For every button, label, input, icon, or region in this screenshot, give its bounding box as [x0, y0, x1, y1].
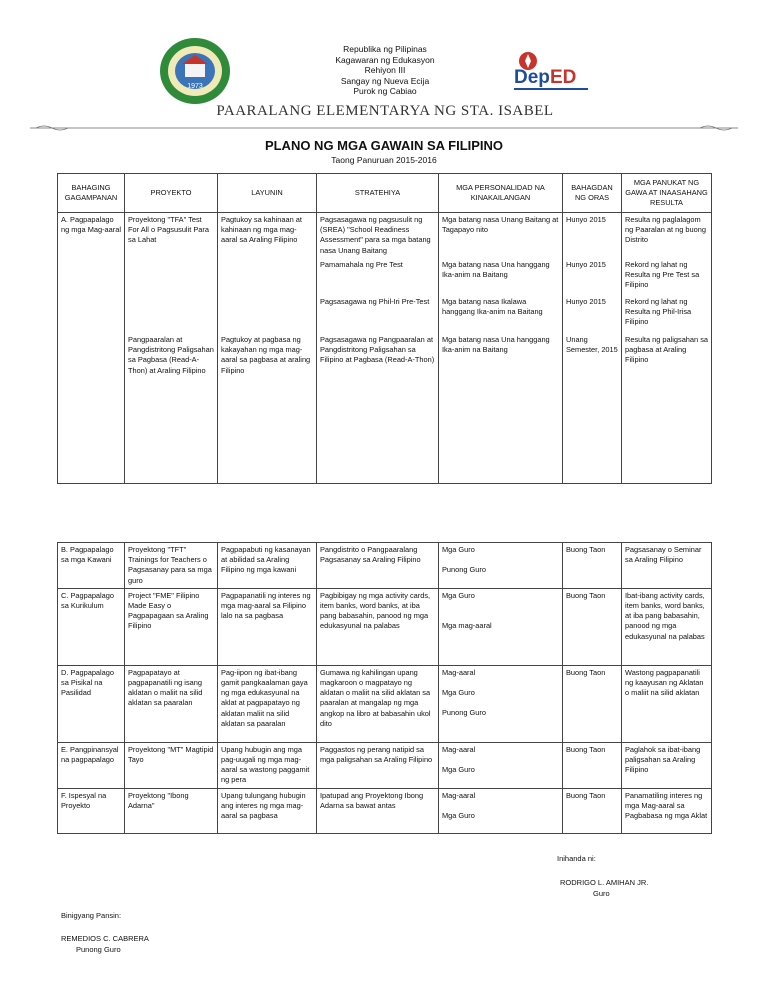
column-header: MGA PERSONALIDAD NA KINAKAILANGAN	[439, 174, 563, 213]
table-row	[58, 213, 712, 484]
goal-cell: Pag-iipon ng ibat-ibang gamit pangkaalaman gaya ng mga edukasyunal na aklat at pagpapatayo ng aklatan maliit na silid aklatan sa paaralan	[218, 665, 317, 742]
personnel-text: Punong Guro	[442, 565, 486, 575]
result-cell: Paglahok sa ibat-ibang paligsahan sa Araling Filipino	[622, 742, 712, 788]
project-cell: Proyektong "TFT" Trainings for Teachers o Pagsasanay para sa mga guro	[125, 543, 218, 589]
personnel-text: Mga Guro	[442, 590, 475, 600]
table-row	[58, 588, 712, 665]
time-cell	[563, 213, 622, 484]
goal-cell: Upang tulungang hubugin ang interes ng mga mag-aaral sa pagbasa	[218, 788, 317, 833]
personnel-text: Mga Guro	[442, 765, 475, 775]
table-row	[58, 665, 712, 742]
result-cell: Ibat-ibang activity cards, item banks, word banks, at iba pang babasahin, panood ng mga edukasyunal na palabas	[622, 588, 712, 665]
header-line: Republika ng Pilipinas	[343, 44, 427, 54]
personnel-cell	[439, 588, 563, 665]
time-cell: Buong Taon	[563, 588, 622, 665]
deped-logo	[512, 50, 590, 96]
personnel-text: Mga batang nasa Unang Baitang at Tagapayo nito	[442, 215, 559, 235]
column-header: STRATEHIYA	[317, 174, 439, 213]
project-cell: Proyektong "Ibong Adarna"	[125, 788, 218, 833]
result-cell: Pagsasanay o Seminar sa Araling Filipino	[622, 543, 712, 589]
government-header	[280, 44, 490, 97]
result-cell	[622, 213, 712, 484]
prepared-by-title: Guro	[593, 889, 610, 898]
strategy-text: Pagsasagawa ng Phil-Iri Pre-Test	[320, 297, 430, 306]
project-cell: Pagpapatayo at pagpapanatili ng isang aklatan o maliit na silid aklatan sa paaralan	[125, 665, 218, 742]
area-cell: D. Pagpapalago sa Pisikal na Pasilidad	[58, 665, 125, 742]
goal-cell: Pagpapabuti ng kasanayan at abilidad sa Araling Filipino ng mga kawani	[218, 543, 317, 589]
strategy-text: Pagsasagawa ng Pangpaaralan at Pangdistritong Paligsahan sa Filipino at Pagbasa (Read-A-Thon)	[320, 335, 435, 365]
strategy-cell	[317, 213, 439, 484]
noted-by-label: Binigyang Pansin:	[61, 911, 122, 920]
school-year: Taong Panuruan 2015-2016	[331, 155, 437, 165]
personnel-text: Mga Guro	[442, 688, 475, 698]
project-text: Proyektong "TFA" Test For All o Pagsusulit Para sa Lahat	[128, 215, 209, 245]
table-row	[58, 788, 712, 833]
goal-cell: Pagpapanatili ng interes ng mga mag-aaral sa Filipino lalo na sa pagbasa	[218, 588, 317, 665]
school-seal-logo	[158, 36, 232, 106]
strategy-cell: Gumawa ng kahilingan upang magkaroon o magpatayo ng aklatan o maliit na silid aklatan sa paaralan at mangalap ng mga angkop na libro at babasahin ukol dito	[317, 665, 439, 742]
prepared-by-name: RODRIGO L. AMIHAN JR.	[560, 878, 649, 887]
school-name: PAARALANG ELEMENTARYA NG STA. ISABEL	[216, 103, 554, 119]
project-cell: Project "FME" Filipino Made Easy o Pagpapagaan sa Araling Filipino	[125, 588, 218, 665]
plan-table-part-1	[57, 173, 712, 484]
goal-cell	[218, 213, 317, 484]
area-cell: C. Pagpapalago sa Kurikulum	[58, 588, 125, 665]
svg-text:1973: 1973	[187, 83, 203, 90]
svg-text:Dep: Dep	[514, 67, 550, 88]
header-line: Rehiyon III	[364, 65, 406, 75]
result-cell: Panamatiling interes ng mga Mag-aaral sa Pagbabasa ng mga Aklat	[622, 788, 712, 833]
strategy-cell: Pangdistrito o Pangpaaralang Pagsasanay sa Araling Filipino	[317, 543, 439, 589]
prepared-by-label: Inihanda ni:	[557, 854, 596, 863]
result-cell: Wastong pagpapanatili ng kaayusan ng Aklatan o maliit na silid aklatan	[622, 665, 712, 742]
project-cell	[125, 213, 218, 484]
document-title: PLANO NG MGA GAWAIN SA FILIPINO	[264, 138, 504, 153]
time-cell: Buong Taon	[563, 665, 622, 742]
time-cell: Buong Taon	[563, 742, 622, 788]
goal-text: Pagtukoy at pagbasa ng kakayahan ng mga mag-aaral sa pagbasa at araling Filipino	[221, 335, 311, 375]
personnel-text: Mga batang nasa Una hanggang Ika-anim na Baitang	[442, 260, 550, 280]
area-cell: A. Pagpapalago ng mga Mag-aaral	[58, 213, 125, 484]
result-text: Resulta ng paglalagom ng Paaralan at ng buong Distrito	[625, 215, 706, 245]
table-row	[58, 742, 712, 788]
time-cell: Buong Taon	[563, 788, 622, 833]
personnel-cell	[439, 665, 563, 742]
result-text: Rekord ng lahat ng Resulta ng Phil-Irisa Filipino	[625, 297, 692, 327]
decorative-divider	[30, 124, 738, 132]
column-header: LAYUNIN	[218, 174, 317, 213]
project-cell: Proyektong "MT" Magtipid Tayo	[125, 742, 218, 788]
svg-text:ED: ED	[550, 67, 577, 88]
goal-text: Pagtukoy sa kahinaan at kahinaan ng mga mag-aaral sa Araling Filipino	[221, 215, 302, 245]
goal-cell: Upang hubugin ang mga pag-uugali ng mga mag-aaral sa wastong paggamit ng pera	[218, 742, 317, 788]
personnel-text: Mga batang nasa Una hanggang Ika-anim na Baitang	[442, 335, 550, 355]
header-line: Kagawaran ng Edukasyon	[335, 54, 435, 65]
personnel-text: Mag-aaral	[442, 667, 476, 677]
strategy-cell: Ipatupad ang Proyektong Ibong Adarna sa bawat antas	[317, 788, 439, 833]
personnel-cell	[439, 543, 563, 589]
area-cell: E. Pangpinansyal na pagpapalago	[58, 742, 125, 788]
column-header: MGA PANUKAT NG GAWA AT INAASAHANG RESULTA	[622, 174, 712, 213]
time-cell: Buong Taon	[563, 543, 622, 589]
table-row	[58, 543, 712, 589]
result-text: Rekord ng lahat ng Resulta ng Pre Test sa Filipino	[625, 260, 700, 290]
time-text: Hunyo 2015	[566, 215, 606, 224]
result-text: Resulta ng paligsahan sa pagbasa at Araling Filipino	[625, 335, 708, 365]
personnel-cell	[439, 213, 563, 484]
plan-table-part-2	[57, 542, 712, 834]
strategy-cell: Paggastos ng perang natipid sa mga paligsahan sa Araling Filipino	[317, 742, 439, 788]
column-header: BAHAGING GAGAMPANAN	[58, 174, 125, 213]
header-line: Purok ng Cabiao	[353, 86, 417, 96]
strategy-cell: Pagbibigay ng mga activity cards, item banks, word banks, at iba pang babasahin, panood ng mga edukasyunal na palabas	[317, 588, 439, 665]
header-line: Sangay ng Nueva Ecija	[340, 75, 430, 86]
personnel-text: Mag-aaral	[442, 744, 476, 754]
personnel-cell	[439, 742, 563, 788]
strategy-text: Pamamahala ng Pre Test	[320, 260, 403, 269]
personnel-text: Mga mag-aaral	[442, 621, 492, 631]
strategy-text: Pagsasagawa ng pagsusulit ng (SREA) "School Readiness Assessment" para sa mga batang nasa Unang Baitang	[320, 215, 431, 255]
personnel-cell	[439, 788, 563, 833]
noted-by-title: Punong Guro	[76, 945, 121, 954]
personnel-text: Punong Guro	[442, 708, 486, 718]
column-header: PROYEKTO	[125, 174, 218, 213]
personnel-text: Mag-aaral	[442, 790, 476, 800]
noted-by-name: REMEDIOS C. CABRERA	[61, 934, 149, 943]
time-text: Hunyo 2015	[566, 260, 606, 269]
column-header: BAHAGDAN NG ORAS	[563, 174, 622, 213]
personnel-text: Mga Guro	[442, 810, 475, 820]
personnel-text: Mga batang nasa Ikalawa hanggang Ika-anim na Baitang	[442, 297, 543, 317]
area-cell: F. Ispesyal na Proyekto	[58, 788, 125, 833]
project-text: Pangpaaralan at Pangdistritong Paligsahan sa Pagbasa (Read-A-Thon) at Araling Filipino	[128, 335, 214, 375]
time-text: Unang Semester, 2015	[566, 335, 618, 355]
personnel-text: Mga Guro	[442, 545, 475, 554]
area-cell: B. Pagpapalago sa mga Kawani	[58, 543, 125, 589]
table-header-row	[58, 174, 712, 213]
time-text: Hunyo 2015	[566, 297, 606, 306]
